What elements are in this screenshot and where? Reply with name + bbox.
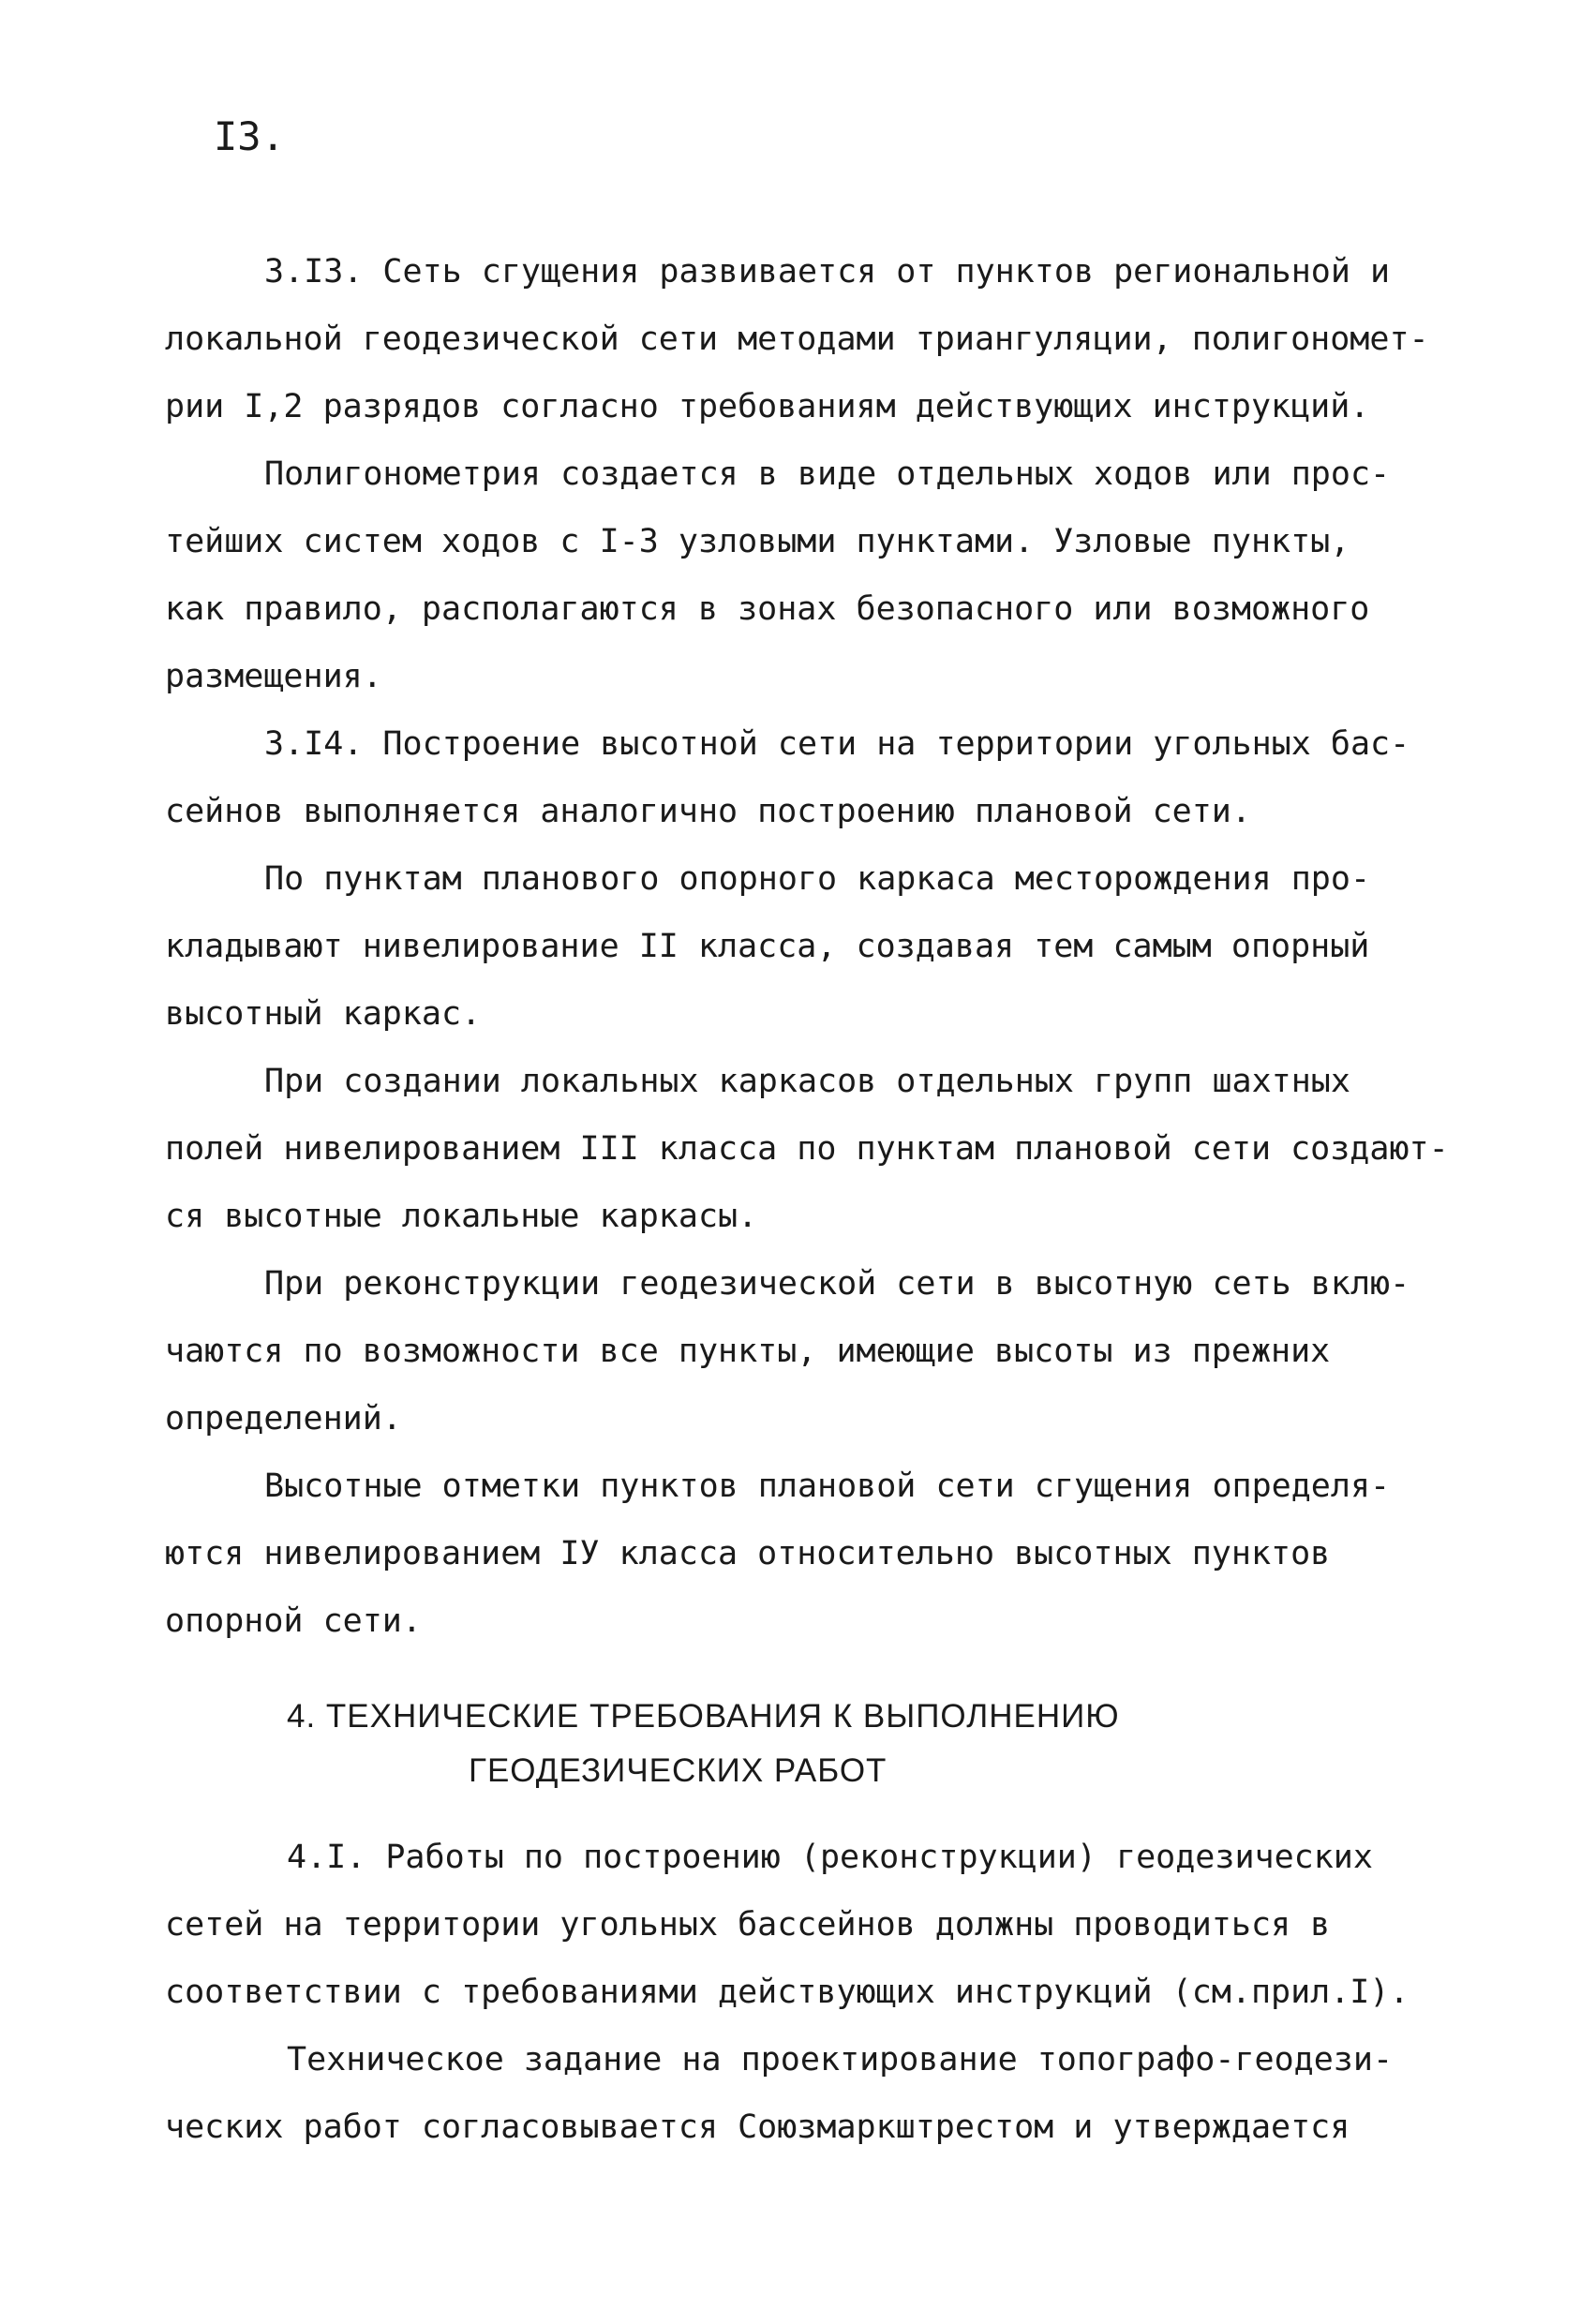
text-line: размещения. <box>165 658 382 695</box>
page-number: I3. <box>214 113 285 159</box>
text-line: ются нивелированием IУ класса относительно высотных пунктов <box>165 1535 1331 1572</box>
text-line: тейших систем ходов с I-3 узловыми пунктами. Узловые пункты, <box>165 523 1350 560</box>
text-line: как правило, располагаются в зонах безопасного или возможного <box>165 590 1370 628</box>
text-line: кладывают нивелирование II класса, создавая тем самым опорный <box>165 928 1370 965</box>
text-line: сейнов выполняется аналогично построению плановой сети. <box>165 793 1251 830</box>
text-line: локальной геодезической сети методами триангуляции, полигономет- <box>165 320 1429 358</box>
section-heading: ГЕОДЕЗИЧЕСКИХ РАБОТ <box>469 1752 887 1789</box>
section-heading: 4. ТЕХНИЧЕСКИЕ ТРЕБОВАНИЯ К ВЫПОЛНЕНИЮ <box>287 1698 1120 1735</box>
text-line: Высотные отметки пунктов плановой сети сгущения определя- <box>264 1467 1391 1505</box>
text-line: Полигонометрия создается в виде отдельных ходов или прос- <box>264 455 1391 493</box>
text-line: При реконструкции геодезической сети в высотную сеть вклю- <box>264 1265 1410 1303</box>
text-line: чаются по возможности все пункты, имеющие высоты из прежних <box>165 1333 1331 1370</box>
text-line: полей нивелированием III класса по пунктам плановой сети создают- <box>165 1130 1449 1168</box>
text-line: 3.I4. Построение высотной сети на территории угольных бас- <box>264 725 1410 763</box>
text-line: 4.I. Работы по построению (реконструкции) геодезических <box>287 1839 1373 1876</box>
text-line: высотный каркас. <box>165 995 482 1033</box>
text-line: сетей на территории угольных бассейнов должны проводиться в <box>165 1906 1331 1944</box>
text-line: ся высотные локальные каркасы. <box>165 1198 758 1235</box>
text-line: ческих работ согласовывается Союзмаркштрестом и утверждается <box>165 2108 1350 2146</box>
text-line: При создании локальных каркасов отдельных групп шахтных <box>264 1063 1350 1100</box>
text-line: определений. <box>165 1400 402 1438</box>
text-line: соответствии с требованиями действующих инструкций (см.прил.I). <box>165 1974 1410 2011</box>
text-line: Техническое задание на проектирование топографо-геодези- <box>287 2041 1394 2078</box>
text-line: рии I,2 разрядов согласно требованиям действующих инструкций. <box>165 388 1370 425</box>
text-line: опорной сети. <box>165 1602 422 1640</box>
text-line: По пунктам планового опорного каркаса месторождения про- <box>264 860 1371 898</box>
text-line: 3.I3. Сеть сгущения развивается от пунктов региональной и <box>264 253 1391 290</box>
